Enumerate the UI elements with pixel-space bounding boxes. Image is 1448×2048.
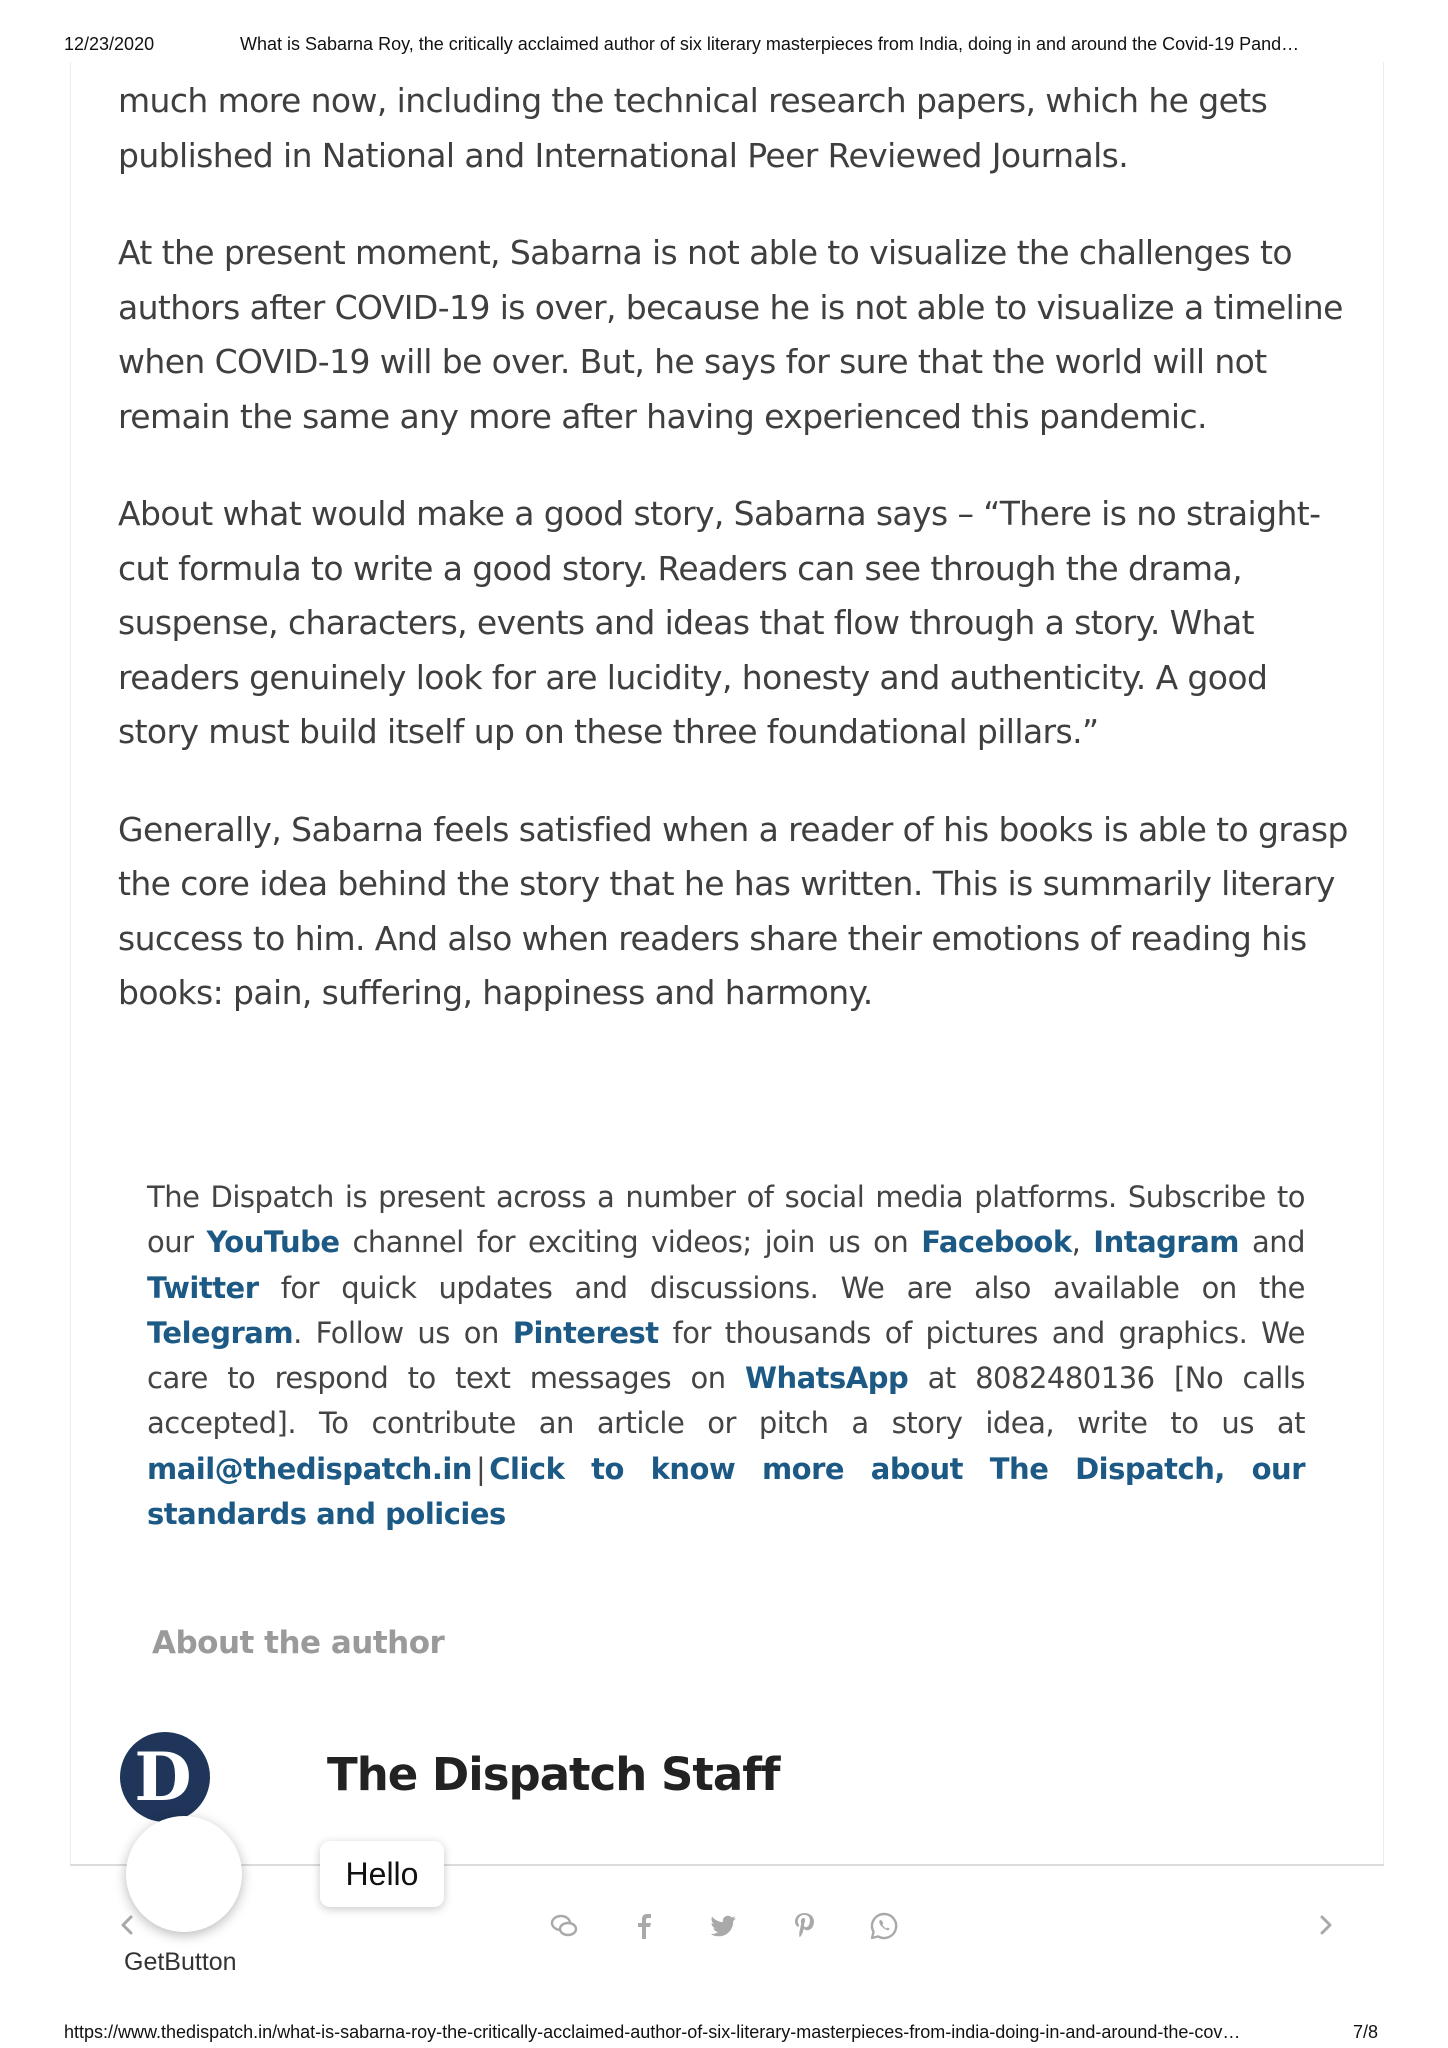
facebook-link[interactable]: Facebook (921, 1225, 1072, 1260)
chevron-right-icon (1311, 1910, 1341, 1940)
email-link[interactable]: mail@thedispatch.in (147, 1451, 472, 1486)
getbutton-label: GetButton (124, 1948, 237, 1976)
hello-chat-bubble[interactable] (320, 1841, 444, 1907)
previous-post-button[interactable] (112, 1910, 142, 1940)
about-author-heading: About the author (152, 1625, 445, 1661)
section-divider (70, 1864, 1384, 1866)
whatsapp-icon (868, 1910, 900, 1942)
print-footer (64, 2022, 1384, 2046)
notice-text: for quick updates and discussions. We are also available on the (258, 1270, 1305, 1305)
content-border-left (70, 62, 71, 1865)
hello-bubble-tail (306, 1866, 321, 1886)
logo-letter: D (134, 1738, 192, 1816)
page-number: 7/8 (1352, 2022, 1378, 2042)
print-header (64, 34, 1384, 60)
article-body (118, 74, 1353, 1064)
notice-text: . Follow us on (293, 1315, 513, 1350)
notice-text: for thousands of pictures and graphics. We care to respond to text messages on (147, 1315, 1305, 1396)
pinterest-link[interactable]: Pinterest (512, 1315, 659, 1350)
print-date: 12/23/2020 (64, 34, 155, 54)
author-name[interactable]: The Dispatch Staff (327, 1748, 780, 1801)
notice-text: , (1071, 1225, 1094, 1260)
telegram-link[interactable]: Telegram (147, 1315, 294, 1350)
article-paragraph: much more now, including the technical research papers, which he gets published in National and International Peer Reviewed Journals. (118, 81, 1268, 175)
twitter-link[interactable]: Twitter (147, 1270, 259, 1305)
pinterest-share-button[interactable] (788, 1910, 820, 1942)
author-avatar[interactable] (118, 1730, 212, 1824)
comment-share-button[interactable] (548, 1910, 580, 1942)
dispatch-logo-icon (118, 1730, 212, 1824)
twitter-share-button[interactable] (708, 1910, 740, 1942)
pinterest-icon (788, 1910, 820, 1942)
notice-text: The Dispatch is present across a number of social media platforms. Subscribe to our (147, 1180, 1305, 1260)
facebook-icon (628, 1910, 660, 1942)
next-post-button[interactable] (1311, 1910, 1341, 1940)
print-title: What is Sabarna Roy, the critically acclaimed author of six literary masterpieces from India, doing in and around the Covid-19 Pand… (240, 34, 1300, 54)
link-separator: | (475, 1451, 486, 1486)
youtube-link[interactable]: YouTube (206, 1225, 340, 1260)
instagram-link[interactable]: Intagram (1093, 1225, 1240, 1260)
facebook-share-button[interactable] (628, 1910, 660, 1942)
about-dispatch-link[interactable]: Click to know more about The Dispatch, our standards and policies (147, 1451, 1305, 1532)
getbutton-widget-button[interactable] (126, 1816, 242, 1932)
whatsapp-link[interactable]: WhatsApp (744, 1361, 909, 1396)
social-media-notice (147, 1175, 1305, 1537)
article-paragraph: About what would make a good story, Sabarna says – “There is no straight-cut formula to write a good story. Readers can see through the drama, suspense, characters, events and ideas that flow through a story. What readers genuinely look for are lucidity, honesty and authenticity. A good story must build itself up on these three foundational pillars.” (118, 494, 1321, 751)
notice-text: and (1239, 1225, 1305, 1260)
comment-icon (548, 1910, 580, 1942)
notice-text: at 8082480136 [No calls accepted]. To contribute an article or pitch a story idea, write to us at (147, 1361, 1305, 1441)
twitter-icon (708, 1910, 740, 1942)
content-border-right (1383, 62, 1384, 1865)
article-paragraph: At the present moment, Sabarna is not able to visualize the challenges to authors after COVID-19 is over, because he is not able to visualize a timeline when COVID-19 will be over. But, he says for sure that the world will not remain the same any more after having experienced this pandemic. (118, 233, 1343, 436)
hello-text: Hello (345, 1855, 419, 1892)
chevron-left-icon (112, 1910, 142, 1940)
print-url: https://www.thedispatch.in/what-is-sabarna-roy-the-critically-acclaimed-author-of-six-literary-masterpieces-from-india-doing-in-and-around-the-cov… (64, 2022, 1241, 2042)
whatsapp-share-button[interactable] (868, 1910, 900, 1942)
article-paragraph: Generally, Sabarna feels satisfied when a reader of his books is able to grasp the core idea behind the story that he has written. This is summarily literary success to him. And also when readers share their emotions of reading his books: pain, suffering, happiness and harmony. (118, 809, 1348, 1012)
notice-text: channel for exciting videos; join us on (339, 1225, 922, 1260)
